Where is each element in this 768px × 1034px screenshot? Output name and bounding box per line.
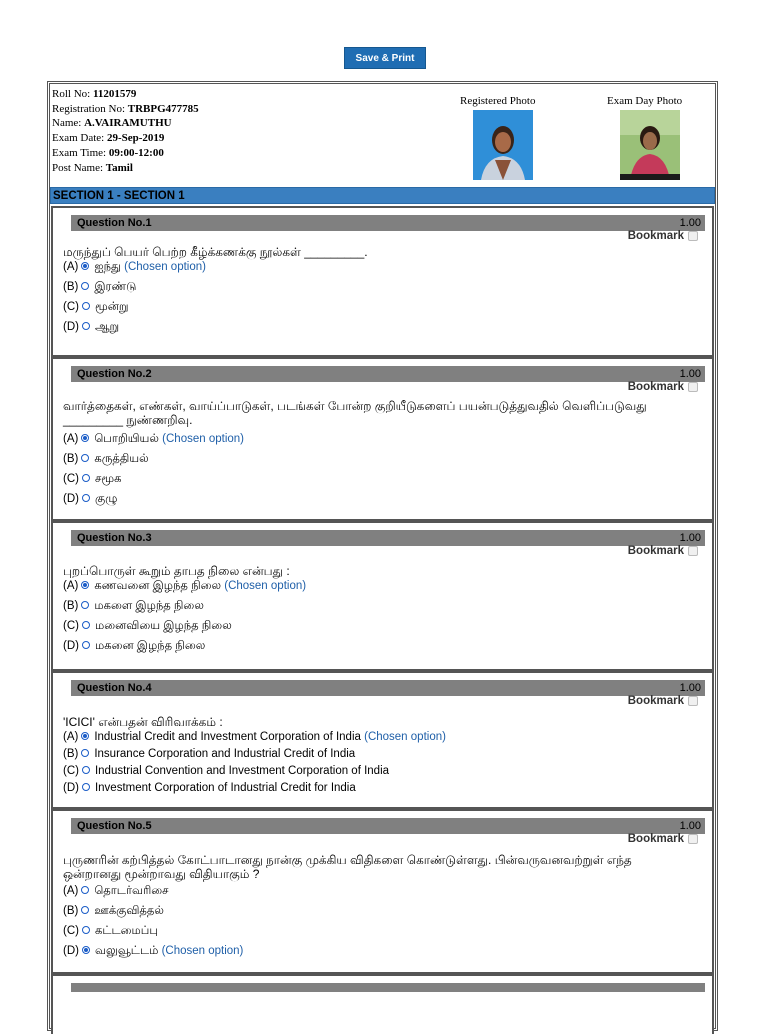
bookmark-toggle[interactable]: Bookmark xyxy=(628,381,698,393)
bookmark-toggle[interactable]: Bookmark xyxy=(628,230,698,242)
question-header: Question No.2 1.00 xyxy=(71,366,705,382)
bookmark-toggle[interactable]: Bookmark xyxy=(628,695,698,707)
option-c[interactable]: (C) கட்டமைப்பு xyxy=(63,925,158,937)
question-card-1 xyxy=(51,206,714,357)
bookmark-checkbox[interactable] xyxy=(688,546,698,556)
registered-photo-label: Registered Photo xyxy=(460,95,536,107)
question-marks: 1.00 xyxy=(679,532,701,544)
radio-icon[interactable] xyxy=(81,454,89,462)
option-d[interactable]: (D) ஆறு xyxy=(63,321,120,333)
question-text: மருந்துப் பெயர் பெற்ற கீழ்க்கணக்கு நூல்கள் _________. xyxy=(63,245,368,259)
bookmark-toggle[interactable]: Bookmark xyxy=(628,545,698,557)
radio-icon[interactable] xyxy=(81,886,89,894)
registration-value: TRBPG477785 xyxy=(127,102,199,115)
question-marks: 1.00 xyxy=(679,217,701,229)
option-b[interactable]: (B) Insurance Corporation and Industrial Credit of India xyxy=(63,748,356,760)
option-b[interactable]: (B) ஊக்குவித்தல் xyxy=(63,905,164,917)
bookmark-checkbox[interactable] xyxy=(688,696,698,706)
question-text: வார்த்தைகள், எண்கள், வாய்ப்பாடுகள், படங்கள் போன்ற குறியீடுகளைப் பயன்படுத்துவதில் வெளிப்படுவது _________ நுண்ணறிவு. xyxy=(63,399,647,427)
bookmark-checkbox[interactable] xyxy=(688,382,698,392)
radio-icon[interactable] xyxy=(82,494,90,502)
question-marks: 1.00 xyxy=(679,368,701,380)
chosen-option-label: (Chosen option) xyxy=(124,261,206,273)
registration-row: Registration No: TRBPG477785 xyxy=(52,102,199,115)
radio-icon[interactable] xyxy=(82,322,90,330)
question-header: Question No.3 1.00 xyxy=(71,530,705,546)
option-a[interactable]: (A) பொறியியல் (Chosen option) xyxy=(63,433,244,445)
option-b[interactable]: (B) கருத்தியல் xyxy=(63,453,149,465)
exam-time-value: 09:00-12:00 xyxy=(108,146,164,159)
post-name-value: Tamil xyxy=(105,161,133,174)
exam-day-photo xyxy=(620,110,680,180)
question-marks: 1.00 xyxy=(679,682,701,694)
question-text: புருணரின் கற்பித்தல் கோட்பாடானது நான்கு முக்கிய விதிகளை கொண்டுள்ளது. பின்வருவனவற்றுள் எந்த ஒன்றானது மூன்றாவது விதியாகும் ? xyxy=(63,853,632,881)
radio-icon[interactable] xyxy=(81,282,89,290)
question-text: புறப்பொருள் கூறும் தாபத நிலை என்பது : xyxy=(63,564,290,578)
option-a[interactable]: (A) ஐந்து (Chosen option) xyxy=(63,261,206,273)
roll-row: Roll No: 11201579 xyxy=(52,88,137,100)
radio-icon[interactable] xyxy=(82,474,90,482)
section-header: SECTION 1 - SECTION 1 xyxy=(50,187,715,204)
option-a[interactable]: (A) Industrial Credit and Investment Corporation of India (Chosen option) xyxy=(63,731,446,743)
exam-date-row: Exam Date: 29-Sep-2019 xyxy=(52,132,165,145)
option-d[interactable]: (D) குழு xyxy=(63,493,118,505)
option-d[interactable]: (D) மகனை இழந்த நிலை xyxy=(63,640,206,652)
question-card-6 xyxy=(51,974,714,1034)
option-b[interactable]: (B) இரண்டு xyxy=(63,281,137,293)
question-text: 'ICICI' என்பதன் விரிவாக்கம் : xyxy=(63,715,223,729)
radio-selected-icon[interactable] xyxy=(81,732,89,740)
radio-icon[interactable] xyxy=(81,601,89,609)
save-print-button[interactable]: Save & Print xyxy=(344,47,426,69)
option-d[interactable]: (D) வலுவூட்டம் (Chosen option) xyxy=(63,945,244,957)
question-card-3 xyxy=(51,521,714,671)
chosen-option-label: (Chosen option) xyxy=(161,945,244,957)
option-c[interactable]: (C) மனைவியை இழந்த நிலை xyxy=(63,620,232,632)
option-b[interactable]: (B) மகளை இழந்த நிலை xyxy=(63,600,204,612)
option-c[interactable]: (C) சமூக xyxy=(63,473,122,485)
bookmark-checkbox[interactable] xyxy=(688,231,698,241)
chosen-option-label: (Chosen option) xyxy=(162,433,244,445)
candidate-info xyxy=(52,87,199,175)
radio-icon[interactable] xyxy=(82,641,90,649)
radio-selected-icon[interactable] xyxy=(81,262,89,270)
roll-value: 11201579 xyxy=(92,88,137,100)
bookmark-checkbox[interactable] xyxy=(688,834,698,844)
option-a[interactable]: (A) கணவனை இழந்த நிலை (Chosen option) xyxy=(63,580,307,592)
radio-icon[interactable] xyxy=(82,783,90,791)
post-name-row: Post Name: Tamil xyxy=(52,161,133,174)
radio-icon[interactable] xyxy=(82,302,90,310)
bookmark-toggle[interactable]: Bookmark xyxy=(628,833,698,845)
question-header: Question No.4 1.00 xyxy=(71,680,705,696)
radio-icon[interactable] xyxy=(81,749,89,757)
name-row: Name: A.VAIRAMUTHU xyxy=(52,117,172,130)
question-card-2 xyxy=(51,357,714,521)
radio-selected-icon[interactable] xyxy=(81,581,89,589)
option-d[interactable]: (D) Investment Corporation of Industrial Credit for India xyxy=(63,782,356,794)
question-header: Question No.1 1.00 xyxy=(71,215,705,231)
question-header xyxy=(71,983,705,992)
radio-icon[interactable] xyxy=(82,926,90,934)
question-header: Question No.5 1.00 xyxy=(71,818,705,834)
name-value: A.VAIRAMUTHU xyxy=(84,117,172,130)
option-c[interactable]: (C) Industrial Convention and Investment Corporation of India xyxy=(63,765,390,777)
radio-selected-icon[interactable] xyxy=(82,946,90,954)
question-card-4 xyxy=(51,671,714,809)
option-c[interactable]: (C) மூன்று xyxy=(63,301,129,313)
radio-icon[interactable] xyxy=(81,906,89,914)
response-sheet xyxy=(47,81,718,1031)
question-marks: 1.00 xyxy=(679,820,701,832)
radio-icon[interactable] xyxy=(82,621,90,629)
exam-day-photo-label: Exam Day Photo xyxy=(607,95,683,107)
registered-photo xyxy=(473,110,533,180)
option-a[interactable]: (A) தொடர்வரிசை xyxy=(63,885,169,897)
chosen-option-label: (Chosen option) xyxy=(224,580,307,592)
exam-time-row: Exam Time: 09:00-12:00 xyxy=(52,146,164,159)
question-card-5 xyxy=(51,809,714,974)
radio-icon[interactable] xyxy=(82,766,90,774)
exam-date-value: 29-Sep-2019 xyxy=(106,132,165,145)
chosen-option-label: (Chosen option) xyxy=(364,731,446,743)
radio-selected-icon[interactable] xyxy=(81,434,89,442)
